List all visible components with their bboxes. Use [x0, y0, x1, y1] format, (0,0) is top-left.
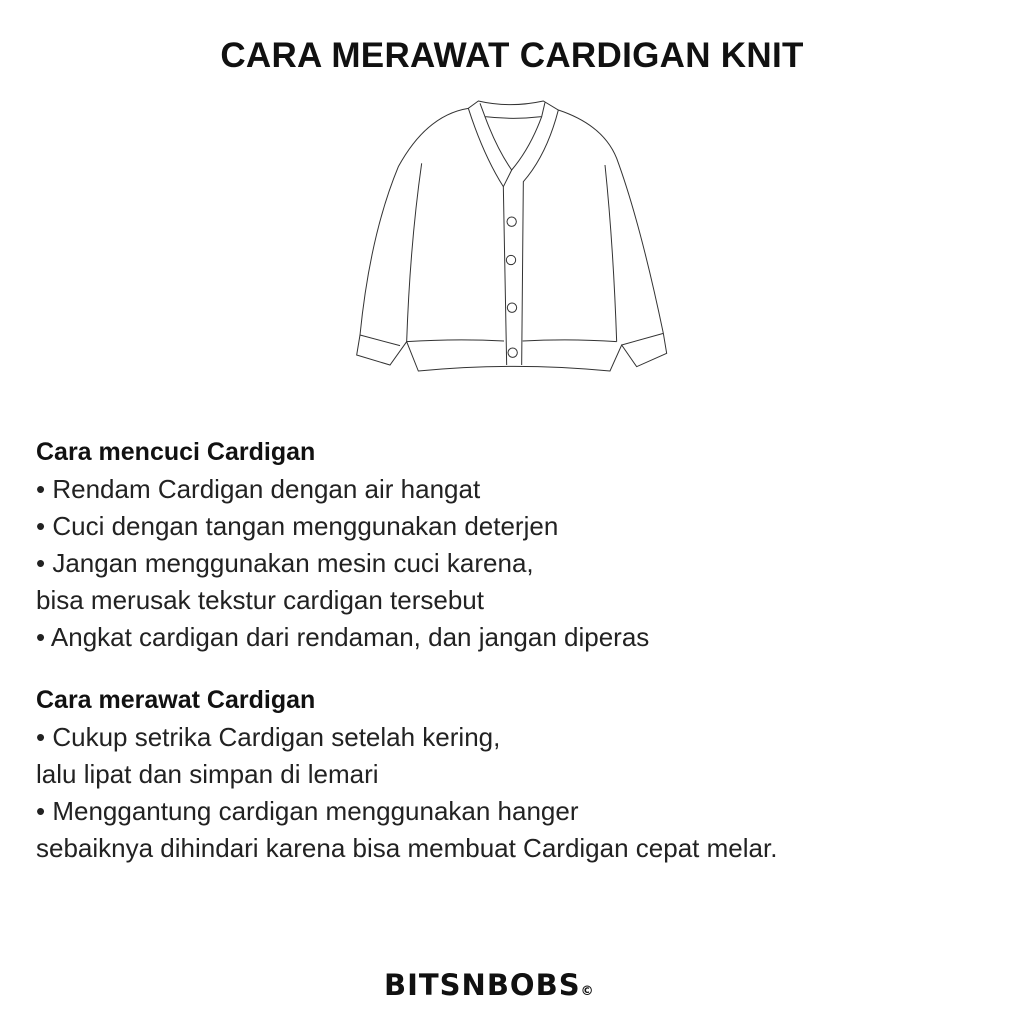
page-title: CARA MERAWAT CARDIGAN KNIT — [220, 36, 804, 75]
list-item: • Rendam Cardigan dengan air hangat — [36, 474, 481, 504]
list-item: • Jangan menggunakan mesin cuci karena, — [36, 548, 534, 578]
list-item: • Cuci dengan tangan menggunakan deterjen — [36, 511, 559, 541]
list-item: sebaiknya dihindari karena bisa membuat Cardigan cepat melar. — [36, 833, 778, 863]
section-heading: Cara mencuci Cardigan — [36, 438, 316, 466]
copyright-mark: © — [580, 984, 595, 999]
list-item: bisa merusak tekstur cardigan tersebut — [36, 585, 484, 615]
washing-section — [36, 434, 649, 656]
list-item: lalu lipat dan simpan di lemari — [36, 759, 379, 789]
section-heading: Cara merawat Cardigan — [36, 686, 316, 714]
list-item: • Menggantung cardigan menggunakan hanger — [36, 796, 579, 826]
brand-logo — [384, 968, 595, 1002]
cardigan-illustration — [350, 95, 670, 385]
care-section — [36, 682, 777, 867]
list-item: • Angkat cardigan dari rendaman, dan jangan diperas — [36, 622, 650, 652]
list-item: • Cukup setrika Cardigan setelah kering, — [36, 722, 501, 752]
brand-name: BITSNBOBS — [384, 968, 581, 1002]
